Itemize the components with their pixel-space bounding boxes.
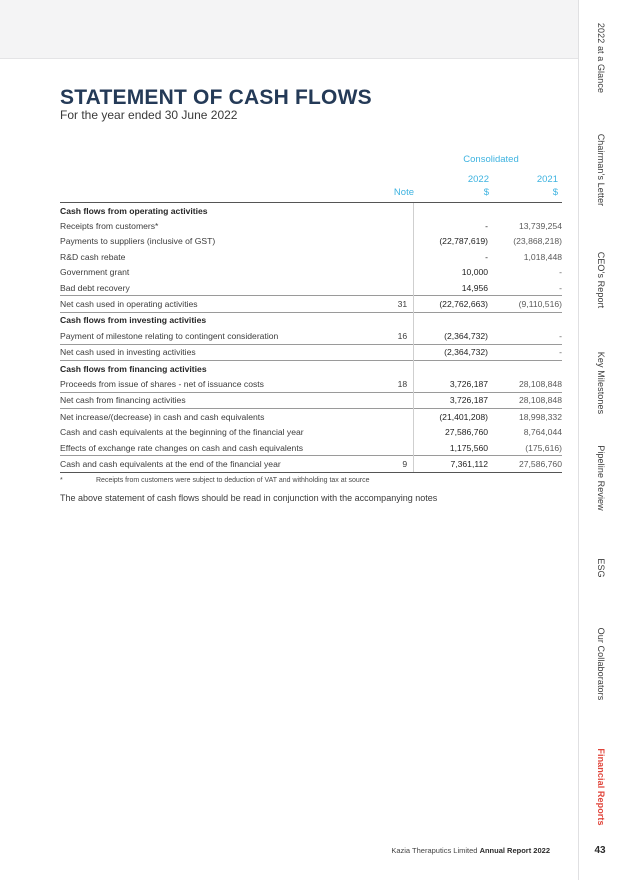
footnote xyxy=(60,477,370,484)
cash-flow-table xyxy=(60,202,562,473)
row-label: Cash and cash equivalents at the beginning of the financial year xyxy=(60,427,304,438)
row-value-2022 xyxy=(414,312,492,328)
row-label: Government grant xyxy=(60,267,130,278)
sidebar-item-pipeline-review[interactable]: Pipeline Review xyxy=(596,445,606,511)
row-value-2022: - xyxy=(414,218,492,233)
row-note xyxy=(359,409,413,425)
row-label: Cash flows from financing activities xyxy=(60,360,359,376)
statement-note: The above statement of cash flows should be read in conjunction with the accompanying notes xyxy=(60,493,438,503)
row-note: 31 xyxy=(359,296,413,312)
row-label: Payment of milestone relating to contingent consideration xyxy=(60,330,279,341)
row-value-2022: (21,401,208) xyxy=(414,409,492,425)
row-label: Net cash used in operating activities xyxy=(60,296,359,312)
row-value-2022: (2,364,732) xyxy=(414,328,492,344)
row-note xyxy=(359,218,413,233)
row-label: Net cash used in investing activities xyxy=(60,344,359,360)
row-label: Proceeds from issue of shares - net of issuance costs xyxy=(60,378,264,389)
row-label: Cash flows from operating activities xyxy=(60,203,359,219)
row-note: 18 xyxy=(397,378,408,389)
row-value-2021: 1,018,448 xyxy=(523,251,562,262)
row-label: Net increase/(decrease) in cash and cash equivalents xyxy=(60,409,359,425)
row-label: Cash flows from investing activities xyxy=(60,312,359,328)
table-row xyxy=(60,218,562,233)
row-note xyxy=(359,360,413,376)
row-value-2021: (175,616) xyxy=(525,442,562,453)
row-value-2022 xyxy=(414,360,492,376)
row-value-2021: 8,764,044 xyxy=(523,427,562,438)
row-value-2022: (22,762,663) xyxy=(414,296,492,312)
page-subtitle: For the year ended 30 June 2022 xyxy=(60,108,238,122)
row-value-2022: (2,364,732) xyxy=(414,344,492,360)
column-unit-current: $ xyxy=(483,187,489,198)
column-group-header: Consolidated xyxy=(463,154,519,165)
row-label: Net cash from financing activities xyxy=(60,392,359,408)
table-row xyxy=(60,249,562,264)
table-row xyxy=(60,456,562,472)
page-number: 43 xyxy=(594,845,606,856)
column-year-current: 2022 xyxy=(467,174,489,185)
row-note xyxy=(359,424,413,439)
table-row xyxy=(60,203,562,219)
footer-report: Annual Report 2022 xyxy=(479,846,550,855)
sidebar-item-esg[interactable]: ESG xyxy=(596,558,606,578)
row-note xyxy=(359,249,413,264)
row-value-2021: 28,108,848 xyxy=(492,392,562,408)
row-value-2022: 14,956 xyxy=(414,280,492,296)
table-row xyxy=(60,234,562,249)
row-value-2021: - xyxy=(559,282,562,293)
row-value-2022: 10,000 xyxy=(414,265,492,280)
sidebar-item-ceo-s-report[interactable]: CEO’s Report xyxy=(596,251,606,309)
row-label: Bad debt recovery xyxy=(60,282,130,293)
footer-text xyxy=(391,846,550,855)
row-note xyxy=(359,344,413,360)
row-value-2021: - xyxy=(492,344,562,360)
table-row xyxy=(60,312,562,328)
page-title: STATEMENT OF CASH FLOWS xyxy=(60,86,372,109)
table-row xyxy=(60,376,562,392)
row-value-2022: (22,787,619) xyxy=(414,234,492,249)
table-row xyxy=(60,280,562,296)
table-row xyxy=(60,265,562,280)
row-note xyxy=(359,203,413,219)
row-value-2021 xyxy=(492,360,562,376)
section-sidebar xyxy=(578,0,622,880)
row-note xyxy=(359,280,413,296)
row-value-2021: 27,586,760 xyxy=(492,456,562,472)
row-label: Cash and cash equivalents at the end of the financial year xyxy=(60,456,359,472)
row-value-2022: 27,586,760 xyxy=(414,424,492,439)
top-band xyxy=(0,0,578,59)
row-value-2021 xyxy=(492,312,562,328)
column-note-header: Note xyxy=(393,187,414,198)
row-value-2021: - xyxy=(559,267,562,278)
row-value-2021: 13,739,254 xyxy=(518,221,562,232)
row-label: Receipts from customers* xyxy=(60,221,159,232)
row-value-2022 xyxy=(414,203,492,219)
row-value-2022: 1,175,560 xyxy=(414,440,492,456)
table-row xyxy=(60,392,562,408)
row-value-2021: 28,108,848 xyxy=(518,378,562,389)
sidebar-item-financial-reports[interactable]: Financial Reports xyxy=(596,748,606,826)
table-row xyxy=(60,360,562,376)
row-note: 16 xyxy=(397,330,408,341)
row-value-2021: (9,110,516) xyxy=(492,296,562,312)
row-label: R&D cash rebate xyxy=(60,251,126,262)
row-label: Payments to suppliers (inclusive of GST) xyxy=(60,236,216,247)
row-value-2021: (23,868,218) xyxy=(513,236,562,247)
row-value-2022: 7,361,112 xyxy=(414,456,492,472)
row-value-2022: 3,726,187 xyxy=(414,392,492,408)
row-value-2021: 18,998,332 xyxy=(492,409,562,425)
footnote-text: Receipts from customers were subject to deduction of VAT and withholding tax at source xyxy=(96,477,370,484)
row-note xyxy=(359,234,413,249)
row-value-2022: - xyxy=(414,249,492,264)
table-row xyxy=(60,440,562,456)
table-row xyxy=(60,424,562,439)
row-value-2021: - xyxy=(559,330,562,341)
sidebar-item-2022-at-a-glance[interactable]: 2022 at a Glance xyxy=(596,22,606,94)
row-note xyxy=(359,440,413,456)
table-row xyxy=(60,344,562,360)
row-note: 9 xyxy=(359,456,413,472)
sidebar-item-chairman-s-letter[interactable]: Chairman’s Letter xyxy=(596,133,606,207)
footer-company: Kazia Theraputics Limited xyxy=(391,846,478,855)
row-label: Effects of exchange rate changes on cash and cash equivalents xyxy=(60,442,304,453)
table-row xyxy=(60,296,562,312)
table-row xyxy=(60,409,562,425)
row-value-2021 xyxy=(492,203,562,219)
footnote-mark: * xyxy=(60,477,63,484)
table-row xyxy=(60,328,562,344)
sidebar-item-our-collaborators[interactable]: Our Collaborators xyxy=(596,627,606,701)
row-note xyxy=(359,312,413,328)
row-note xyxy=(359,392,413,408)
column-unit-prior: $ xyxy=(552,187,558,198)
column-year-prior: 2021 xyxy=(536,174,558,185)
sidebar-item-key-milestones[interactable]: Key Milestones xyxy=(596,351,606,415)
row-note xyxy=(359,265,413,280)
row-value-2022: 3,726,187 xyxy=(414,376,492,392)
